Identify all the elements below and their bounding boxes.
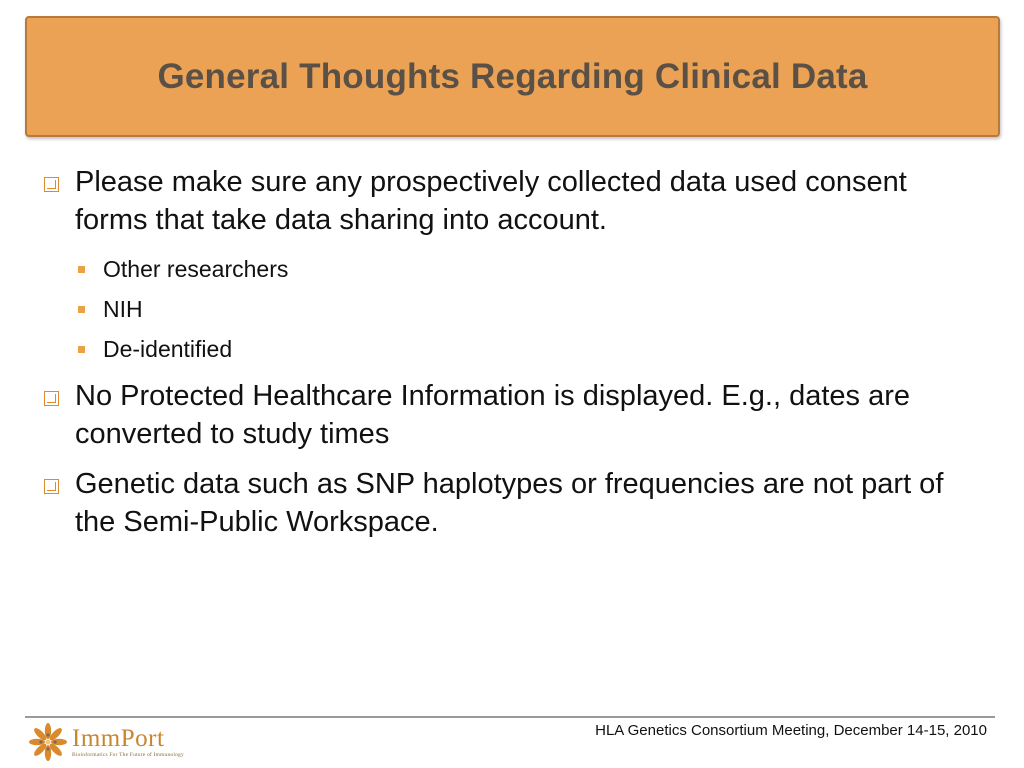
bullet-item — [44, 163, 974, 239]
sub-bullet-text: Other researchers — [103, 255, 289, 282]
sub-bullet-list — [78, 249, 974, 369]
checkbox-bullet-icon — [44, 177, 59, 192]
immport-star-icon — [28, 722, 68, 762]
bullet-item — [44, 465, 974, 541]
bullet-text: No Protected Healthcare Information is displayed. E.g., dates are converted to study times — [75, 380, 910, 450]
square-bullet-icon — [78, 306, 85, 313]
logo-tagline: Bioinformatics For The Future of Immunology — [72, 751, 184, 758]
square-bullet-icon — [78, 266, 85, 273]
bullet-text: Genetic data such as SNP haplotypes or frequencies are not part of the Semi-Public Workspace. — [75, 468, 944, 538]
slide-title: General Thoughts Regarding Clinical Data — [157, 56, 868, 96]
sub-bullet-text: De-identified — [103, 335, 233, 362]
immport-logo — [28, 722, 184, 762]
sub-bullet-item — [78, 249, 974, 289]
title-banner — [25, 16, 1000, 137]
sub-bullet-text: NIH — [103, 295, 143, 322]
bullet-text: Please make sure any prospectively collected data used consent forms that take data sharing into account. — [75, 166, 907, 236]
slide-content — [44, 163, 974, 553]
logo-wordmark: ImmPort — [72, 724, 165, 752]
square-bullet-icon — [78, 346, 85, 353]
bullet-item — [44, 377, 974, 453]
footer-caption: HLA Genetics Consortium Meeting, December 14-15, 2010 — [595, 722, 987, 739]
checkbox-bullet-icon — [44, 479, 59, 494]
footer-divider — [25, 716, 995, 718]
sub-bullet-item — [78, 329, 974, 369]
checkbox-bullet-icon — [44, 391, 59, 406]
sub-bullet-item — [78, 289, 974, 329]
